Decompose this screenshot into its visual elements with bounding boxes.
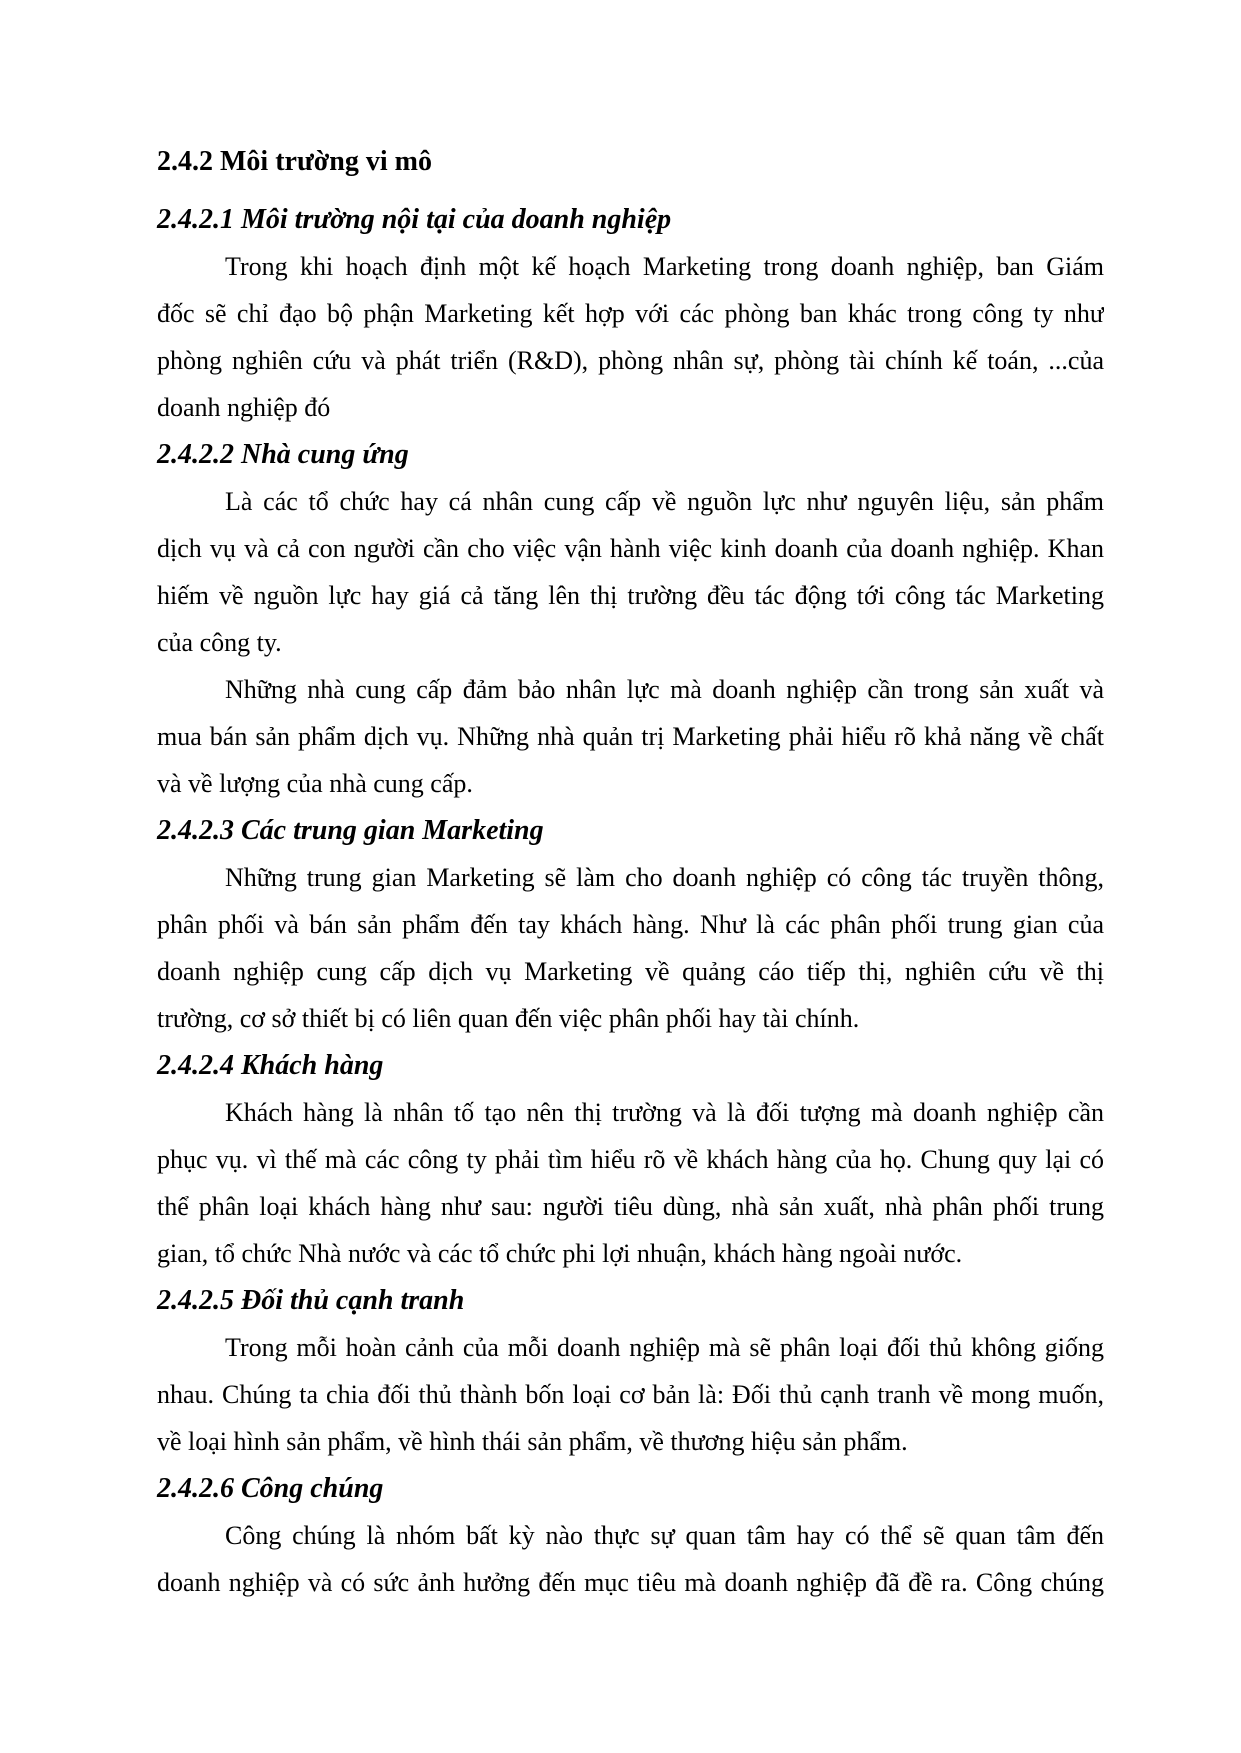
text-line: thể phân loại khách hàng như sau: người tiêu dùng, nhà sản xuất, nhà phân phối trung [157,1192,1104,1221]
text-line: đốc sẽ chỉ đạo bộ phận Marketing kết hợp với các phòng ban khác trong công ty như [157,299,1104,328]
text-line: hiếm về nguồn lực hay giá cả tăng lên thị trường đều tác động tới công tác Marketing [157,581,1104,610]
text-line: Công chúng là nhóm bất kỳ nào thực sự quan tâm hay có thể sẽ quan tâm đến [225,1521,1104,1550]
subsection-heading: 2.4.2.1 Môi trường nội tại của doanh nghiệp [157,204,672,235]
text-line: Những trung gian Marketing sẽ làm cho doanh nghiệp có công tác truyền thông, [225,863,1104,892]
text-line: Khách hàng là nhân tố tạo nên thị trường và là đối tượng mà doanh nghiệp cần [225,1098,1104,1127]
text-line: gian, tổ chức Nhà nước và các tổ chức phi lợi nhuận, khách hàng ngoài nước. [157,1239,963,1268]
text-line: Trong khi hoạch định một kế hoạch Marketing trong doanh nghiệp, ban Giám [225,252,1104,281]
text-line: doanh nghiệp và có sức ảnh hưởng đến mục tiêu mà doanh nghiệp đã đề ra. Công chúng [157,1568,1104,1597]
text-line: Là các tổ chức hay cá nhân cung cấp về nguồn lực như nguyên liệu, sản phẩm [225,487,1104,516]
text-line: doanh nghiệp đó [157,393,331,422]
section-heading: 2.4.2 Môi trường vi mô [157,146,432,177]
text-line: trường, cơ sở thiết bị có liên quan đến việc phân phối hay tài chính. [157,1004,860,1033]
text-line: doanh nghiệp cung cấp dịch vụ Marketing về quảng cáo tiếp thị, nghiên cứu về thị [157,957,1104,986]
subsection-heading: 2.4.2.2 Nhà cung ứng [157,439,409,470]
subsection-heading: 2.4.2.4 Khách hàng [157,1050,384,1081]
text-line: dịch vụ và cả con người cần cho việc vận hành việc kinh doanh của doanh nghiệp. Khan [157,534,1104,563]
text-line: phân phối và bán sản phẩm đến tay khách hàng. Như là các phân phối trung gian của [157,910,1104,939]
text-line: của công ty. [157,628,282,657]
text-line: và về lượng của nhà cung cấp. [157,769,473,798]
subsection-heading: 2.4.2.3 Các trung gian Marketing [157,815,544,846]
text-line: về loại hình sản phẩm, về hình thái sản phẩm, về thương hiệu sản phẩm. [157,1427,908,1456]
text-line: nhau. Chúng ta chia đối thủ thành bốn loại cơ bản là: Đối thủ cạnh tranh về mong muốn, [157,1380,1104,1409]
text-line: Trong mỗi hoàn cảnh của mỗi doanh nghiệp mà sẽ phân loại đối thủ không giống [225,1333,1104,1362]
text-line: phòng nghiên cứu và phát triển (R&D), phòng nhân sự, phòng tài chính kế toán, ...của [157,346,1104,375]
subsection-heading: 2.4.2.5 Đối thủ cạnh tranh [157,1285,465,1316]
document-content [157,138,1104,1606]
text-line: mua bán sản phẩm dịch vụ. Những nhà quản trị Marketing phải hiểu rõ khả năng về chất [157,722,1104,751]
text-line: Những nhà cung cấp đảm bảo nhân lực mà doanh nghiệp cần trong sản xuất và [225,675,1104,704]
text-line: phục vụ. vì thế mà các công ty phải tìm hiểu rõ về khách hàng của họ. Chung quy lại có [157,1145,1104,1174]
subsection-heading: 2.4.2.6 Công chúng [157,1473,384,1504]
